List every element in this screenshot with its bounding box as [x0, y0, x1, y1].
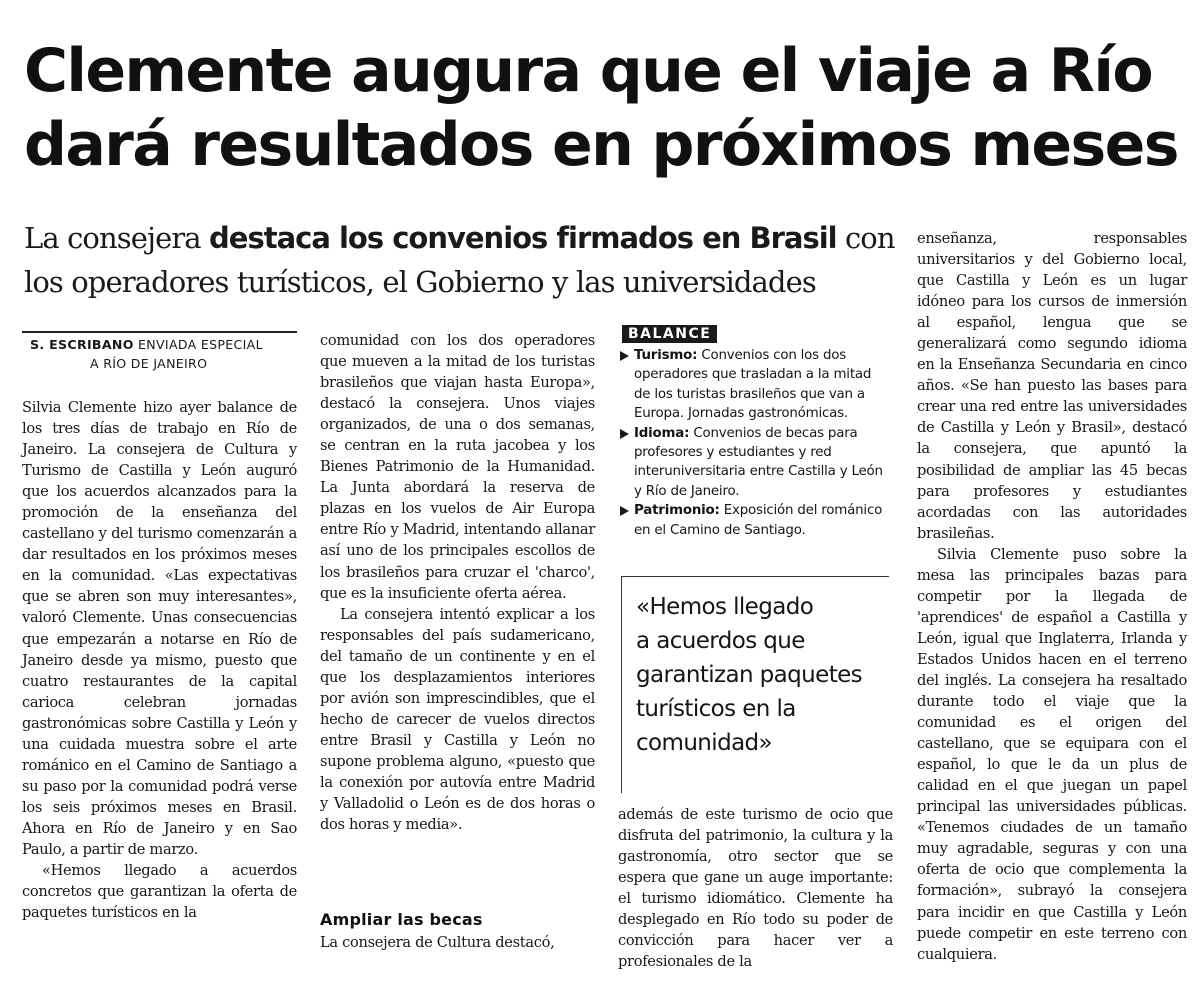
balance-item-text: Convenios de becas para profesores y estudiantes y red interuniversitaria entre Castilla y León y Río de Janeiro.	[634, 425, 883, 499]
balance-item-language	[618, 424, 888, 502]
pullquote-line-5: comunidad»	[636, 730, 773, 756]
pullquote-line-3: garantizan paquetes	[636, 662, 863, 688]
column-1-paragraph-1: Silvia Clemente hizo ayer balance de los tres días de trabajo en Río de Janeiro. La consejera de Cultura y Turismo de Castilla y León auguró que los acuerdos alcanzados para la promoción de la enseñanza del castellano y del turismo comenzarán a dar resultados en los próximos meses en la comunidad. «Las expectativas que se abren son muy interesantes», valoró Clemente. Unas consecuencias que empezarán a notarse en Río de Janeiro desde ya mismo, puesto que cuatro restaurantes de la capital carioca celebran jornadas gastronómicas sobre Castilla y León y una cuidada muestra sobre el arte románico en el Camino de Santiago a su paso por la comunidad podrá verse los seis próximos meses en Brasil. Ahora en Río de Janeiro y en Sao Paulo, a partir de marzo.	[22, 399, 297, 858]
column-4-paragraph-2: Silvia Clemente puso sobre la mesa las principales bazas para competir por la llegada de 'aprendices' de español a Castilla y León, igual que Inglaterra, Irlanda y Estados Unidos hacen en el terreno del inglés. La consejera ha resaltado durante todo el viaje que la comunidad es el origen del castellano, que se equipara con el español, lo que le da un plus de calidad en el que juegan un papel principal las universidades públicas. «Tenemos ciudades de un tamaño muy agradable, seguras y con una oferta de ocio que complementa la formación», subrayó la consejera para incidir en que Castilla y León puede competir en este terreno con cualquiera.	[917, 545, 1187, 963]
balance-box	[618, 325, 888, 540]
headline	[24, 34, 1194, 182]
pullquote-line-1: «Hemos llegado	[636, 594, 814, 620]
column-4	[917, 228, 1187, 965]
column-1	[22, 397, 297, 923]
subheadline-bold: destaca los convenios firmados en Brasil	[209, 221, 837, 255]
triangle-bullet-icon	[620, 429, 629, 439]
balance-item-label: Patrimonio:	[634, 503, 720, 519]
headline-line-1: Clemente augura que el viaje a Río	[24, 36, 1152, 106]
byline-author: S. ESCRIBANO	[30, 337, 134, 352]
subheadline-line-2: los operadores turísticos, el Gobierno y las universidades	[24, 265, 816, 299]
headline-line-2: dará resultados en próximos meses	[24, 110, 1178, 180]
column-2-continued	[320, 932, 595, 953]
column-2-paragraph-3: La consejera de Cultura destacó,	[320, 934, 555, 951]
byline-line-1	[22, 335, 297, 354]
balance-item-tourism	[618, 346, 888, 424]
pullquote-line-4: turísticos en la	[636, 696, 796, 722]
balance-tag: BALANCE	[622, 325, 717, 343]
subheadline-pre: La consejera	[24, 221, 210, 255]
column-1-paragraph-2: «Hemos llegado a acuerdos concretos que garantizan la oferta de paquetes turísticos en la	[22, 862, 297, 922]
balance-item-label: Turismo:	[634, 348, 698, 363]
column-3	[618, 804, 893, 972]
column-2-paragraph-1: comunidad con los dos operadores que mueven a la mitad de los turistas brasileños que viajan hasta Europa», destacó la consejera. Unos viajes organizados, de una o dos semanas, se centran en la ruta jacobea y los Bienes Patrimonio de la Humanidad. La Junta abordará la reserva de plazas en los vuelos de Air Europa entre Río y Madrid, intentando allanar así uno de los principales escollos de los brasileños para cruzar el 'charco', que es la insuficiente oferta aérea.	[320, 332, 595, 602]
triangle-bullet-icon	[620, 351, 629, 361]
section-heading: Ampliar las becas	[320, 910, 483, 929]
column-4-paragraph-1: enseñanza, responsables universitarios y del Gobierno local, que Castilla y León es un lugar idóneo para los cursos de inmersión al español, lengua que se generalizará como segundo idioma en la Enseñanza Secundaria en cinco años. «Se han puesto las bases para crear una red entre las universidades de Castilla y León y Brasil», destacó la consejera, que apuntó la posibilidad de ampliar las 45 becas para profesores y estudiantes acordadas con las autoridades brasileñas.	[917, 230, 1187, 542]
column-3-paragraph-1: además de este turismo de ocio que disfruta del patrimonio, la cultura y la gastronomía, otro sector que se espera que gane un auge importante: el turismo idiomático. Clemente ha desplegado en Río todo su poder de convicción para hacer ver a profesionales de la	[618, 806, 893, 971]
column-2-paragraph-2: La consejera intentó explicar a los responsables del país sudamericano, del tamaño de un continente y en el que los desplazamientos interiores por avión son imprescindibles, que el hecho de carecer de vuelos directos entre Brasil y Castilla y León no supone problema alguno, «puesto que la conexión por autovía entre Madrid y Valladolid o León es de dos horas o dos horas y media».	[320, 605, 595, 834]
subheadline	[24, 216, 904, 304]
subheadline-post: con	[836, 221, 895, 255]
balance-item-text: Exposición del románico en el Camino de Santiago.	[634, 503, 883, 538]
column-2	[320, 330, 595, 835]
balance-item-label: Idioma:	[634, 425, 690, 441]
balance-item-text: Convenios con los dos operadores que trasladan a la mitad de los turistas brasileños que van a Europa. Jornadas gastronómicas.	[634, 348, 872, 422]
pullquote-side-rule	[621, 577, 622, 793]
subheadline-line-1	[24, 216, 904, 260]
byline-role: ENVIADA ESPECIAL	[133, 337, 263, 352]
pullquote-top-rule	[621, 576, 889, 577]
byline	[22, 331, 297, 373]
pullquote	[636, 590, 891, 760]
balance-item-heritage	[618, 501, 888, 540]
byline-location: A RÍO DE JANEIRO	[90, 356, 208, 371]
pullquote-line-2: a acuerdos que	[636, 628, 805, 654]
triangle-bullet-icon	[620, 506, 629, 516]
